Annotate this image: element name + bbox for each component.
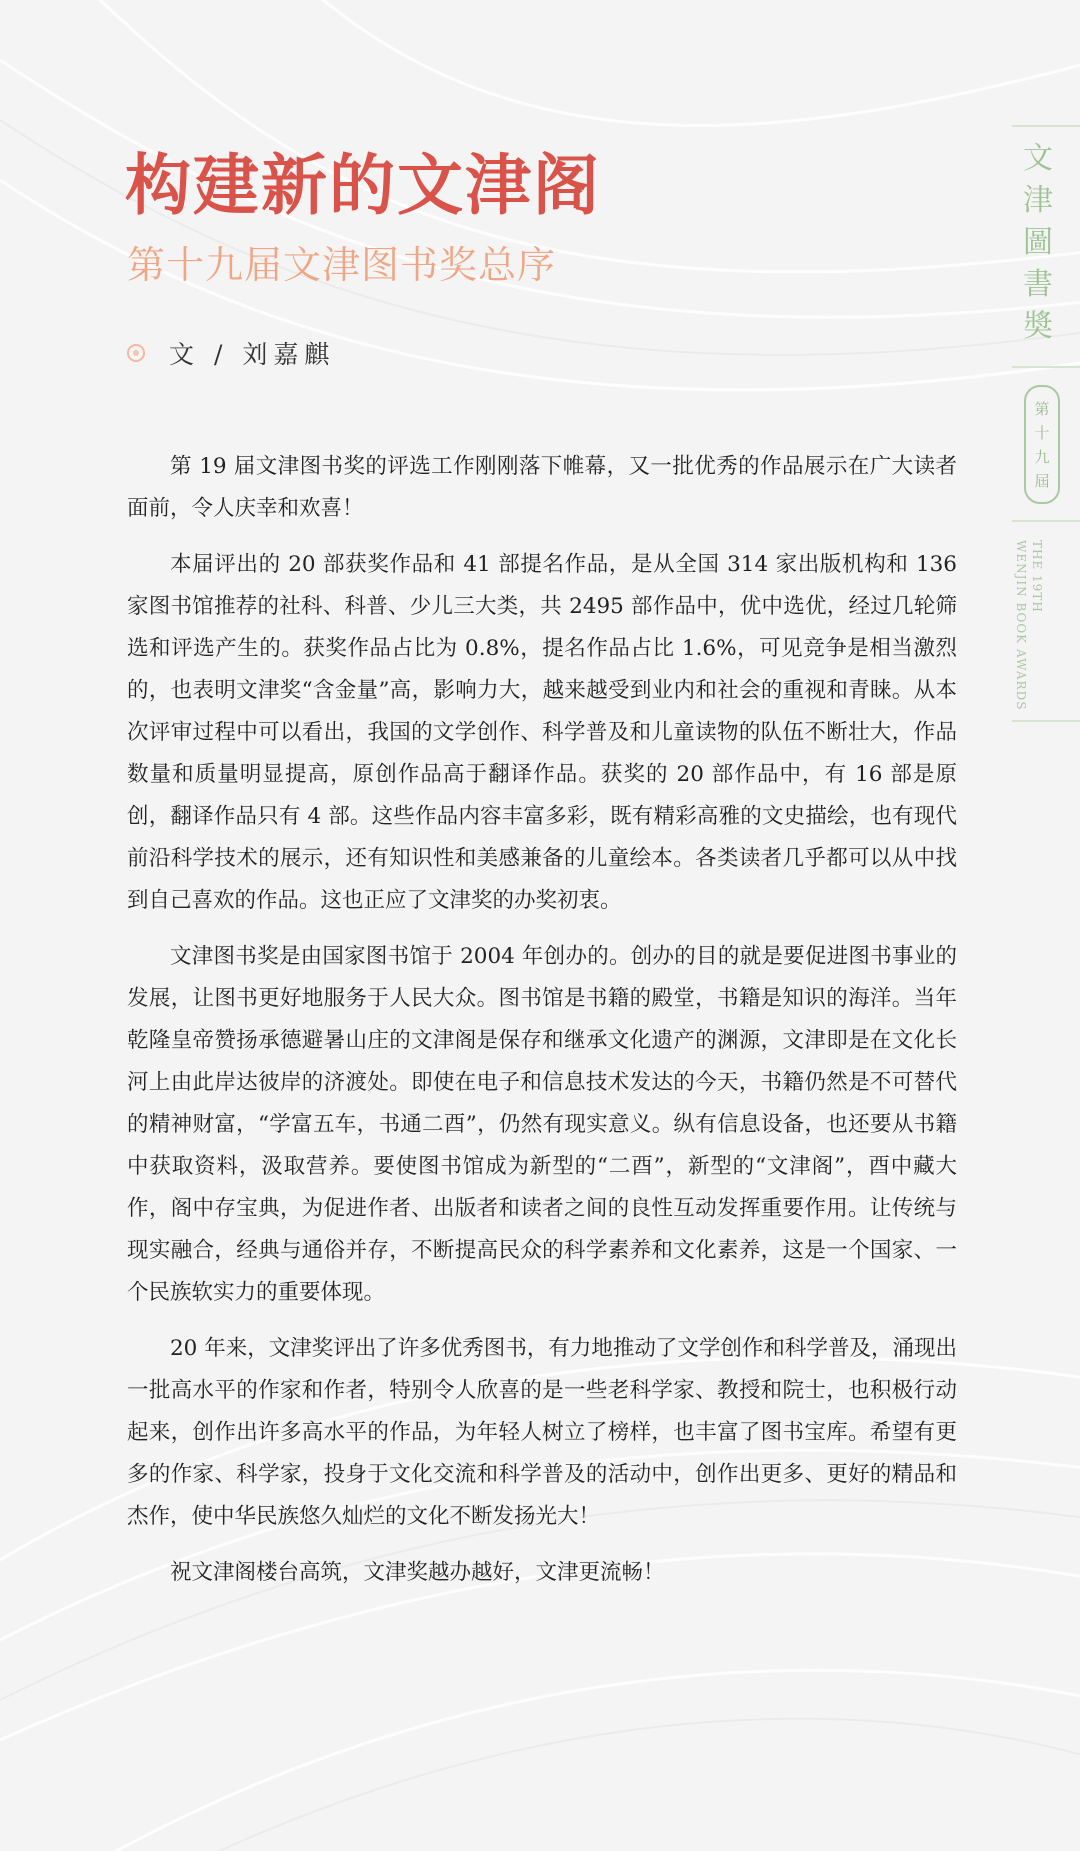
side-edition-char: 第 bbox=[1034, 399, 1050, 418]
side-brand-char: 圖 bbox=[1023, 225, 1053, 260]
side-edition-char: 九 bbox=[1034, 447, 1050, 466]
side-english-label bbox=[1013, 540, 1045, 710]
side-rule-lower bbox=[1012, 520, 1080, 522]
side-brand-char: 書 bbox=[1023, 267, 1053, 302]
side-brand-char: 津 bbox=[1023, 183, 1053, 218]
side-brand-label bbox=[1018, 138, 1058, 348]
side-edition-char: 屆 bbox=[1034, 471, 1050, 490]
side-rule-bottom bbox=[1012, 720, 1080, 722]
side-brand-char: 文 bbox=[1023, 141, 1053, 176]
author-credit: 文 / 刘嘉麒 bbox=[169, 340, 336, 369]
side-rule-top bbox=[1012, 125, 1080, 127]
page-subtitle: 第十九届文津图书奖总序 bbox=[127, 243, 557, 287]
paragraph: 文津图书奖是由国家图书馆于 2004 年创办的。创办的目的就是要促进图书事业的发展，让图书更好地服务于人民大众。图书馆是书籍的殿堂，书籍是知识的海洋。当年乾隆皇帝赞扬承德避暑山庄的文津阁是保存和继承文化遗产的渊源，文津即是在文化长河上由此岸达彼岸的济渡处。即使在电子和信息技术发达的今天，书籍仍然是不可替代的精神财富，“学富五车，书通二酉”，仍然有现实意义。纵有信息设备，也还要从书籍中获取资料，汲取营养。要使图书馆成为新型的“二酉”，新型的“文津阁”，酉中藏大作，阁中存宝典，为促进作者、出版者和读者之间的良性互动发挥重要作用。让传统与现实融合，经典与通俗并存，不断提高民众的科学素养和文化素养，这是一个国家、一个民族软实力的重要体现。 bbox=[127, 944, 957, 1305]
side-edition-char: 十 bbox=[1034, 423, 1050, 442]
side-english-line: WENJIN BOOK AWARDS bbox=[1014, 540, 1028, 711]
side-rule-middle bbox=[1012, 366, 1080, 368]
byline bbox=[127, 335, 335, 371]
paragraph: 本届评出的 20 部获奖作品和 41 部提名作品，是从全国 314 家出版机构和 136 家图书馆推荐的社科、科普、少儿三大类，共 2495 部作品中，优中选优，经过几轮筛选和评选产生的。获奖作品占比为 0.8%，提名作品占比 1.6%，可见竞争是相当激烈的，也表明文津奖“含金量”高，影响力大，越来越受到业内和社会的重视和青睐。从本次评审过程中可以看出，我国的文学创作、科学普及和儿童读物的队伍不断壮大，作品数量和质量明显提高，原创作品高于翻译作品。获奖的 20 部作品中，有 16 部是原创，翻译作品只有 4 部。这些作品内容丰富多彩，既有精彩高雅的文史描绘，也有现代前沿科学技术的展示，还有知识性和美感兼备的儿童绘本。各类读者几乎都可以从中找到自己喜欢的作品。这也正应了文津奖的办奖初衷。 bbox=[127, 552, 957, 913]
paragraph: 祝文津阁楼台高筑，文津奖越办越好，文津更流畅！ bbox=[170, 1560, 665, 1585]
side-edition-badge bbox=[1024, 385, 1060, 504]
page-title: 构建新的文津阁 bbox=[125, 146, 601, 224]
paragraph: 20 年来，文津奖评出了许多优秀图书，有力地推动了文学创作和科学普及，涌现出一批高水平的作家和作者，特别令人欣喜的是一些老科学家、教授和院士，也积极行动起来，创作出许多高水平的作品，为年轻人树立了榜样，也丰富了图书宝库。希望有更多的作家、科学家，投身于文化交流和科学普及的活动中，创作出更多、更好的精品和杰作，使中华民族悠久灿烂的文化不断发扬光大！ bbox=[127, 1336, 957, 1529]
circle-bullet-icon bbox=[127, 344, 145, 362]
side-english-line: THE 19TH bbox=[1030, 540, 1044, 613]
paragraph: 第 19 届文津图书奖的评选工作刚刚落下帷幕，又一批优秀的作品展示在广大读者面前，令人庆幸和欢喜！ bbox=[127, 454, 957, 521]
article-body bbox=[127, 446, 957, 1608]
side-brand-char: 奬 bbox=[1023, 309, 1053, 344]
